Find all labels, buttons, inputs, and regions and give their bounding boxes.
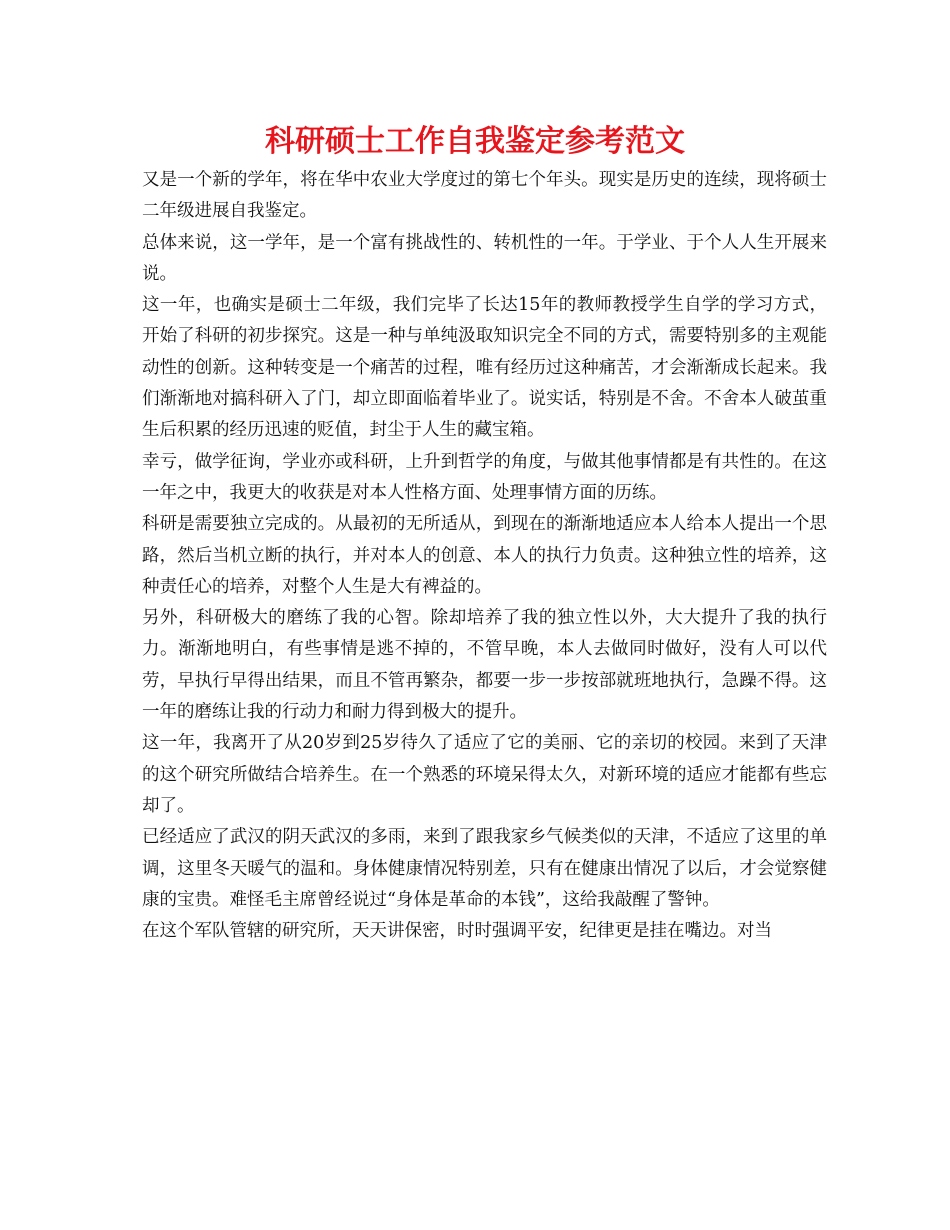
paragraph: 总体来说，这一学年，是一个富有挑战性的、转机性的一年。于学业、于个人人生开展来说。 — [142, 232, 827, 284]
paragraph: 另外，科研极大的磨练了我的心智。除却培养了我的独立性以外，大大提升了我的执行力。渐渐地明白，有些事情是逃不掉的，不管早晚，本人去做同时做好，没有人可以代劳，早执行早得出结果，而且不管再繁杂，都要一步一步按部就班地执行，急躁不得。这一年的磨练让我的行动力和耐力得到极大的提升。 — [142, 608, 827, 723]
paragraph: 这一年，我离开了从20岁到25岁待久了适应了它的美丽、它的亲切的校园。来到了天津的这个研究所做结合培养生。在一个熟悉的环境呆得太久，对新环境的适应才能都有些忘却了。 — [142, 733, 827, 816]
paragraph: 幸亏，做学征询，学业亦或科研，上升到哲学的角度，与做其他事情都是有共性的。在这一年之中，我更大的收获是对本人性格方面、处理事情方面的历练。 — [142, 451, 827, 503]
document-body — [142, 165, 827, 947]
paragraph: 这一年，也确实是硕士二年级，我们完毕了长达15年的教师教授学生自学的学习方式，开始了科研的初步探究。这是一种与单纯汲取知识完全不同的方式，需要特别多的主观能动性的创新。这种转变是一个痛苦的过程，唯有经历过这种痛苦，才会渐渐成长起来。我们渐渐地对搞科研入了门，却立即面临着毕业了。说实话，特别是不舍。不舍本人破茧重生后积累的经历迅速的贬值，封尘于人生的藏宝箱。 — [142, 295, 827, 441]
paragraph: 科研是需要独立完成的。从最初的无所适从，到现在的渐渐地适应本人给本人提出一个思路，然后当机立断的执行，并对本人的创意、本人的执行力负责。这种独立性的培养，这种责任心的培养，对整个人生是大有裨益的。 — [142, 514, 827, 597]
paragraph: 已经适应了武汉的阴天武汉的多雨，来到了跟我家乡气候类似的天津，不适应了这里的单调，这里冬天暖气的温和。身体健康情况特别差，只有在健康出情况了以后，才会觉察健康的宝贵。难怪毛主席曾经说过“身体是革命的本钱”，这给我敲醒了警钟。 — [142, 827, 827, 910]
paragraph: 在这个军队管辖的研究所，天天讲保密，时时强调平安，纪律更是挂在嘴边。对当 — [142, 921, 772, 942]
document-title: 科研硕士工作自我鉴定参考范文 — [265, 124, 685, 159]
paragraph: 又是一个新的学年，将在华中农业大学度过的第七个年头。现实是历史的连续，现将硕士二年级进展自我鉴定。 — [142, 170, 827, 222]
